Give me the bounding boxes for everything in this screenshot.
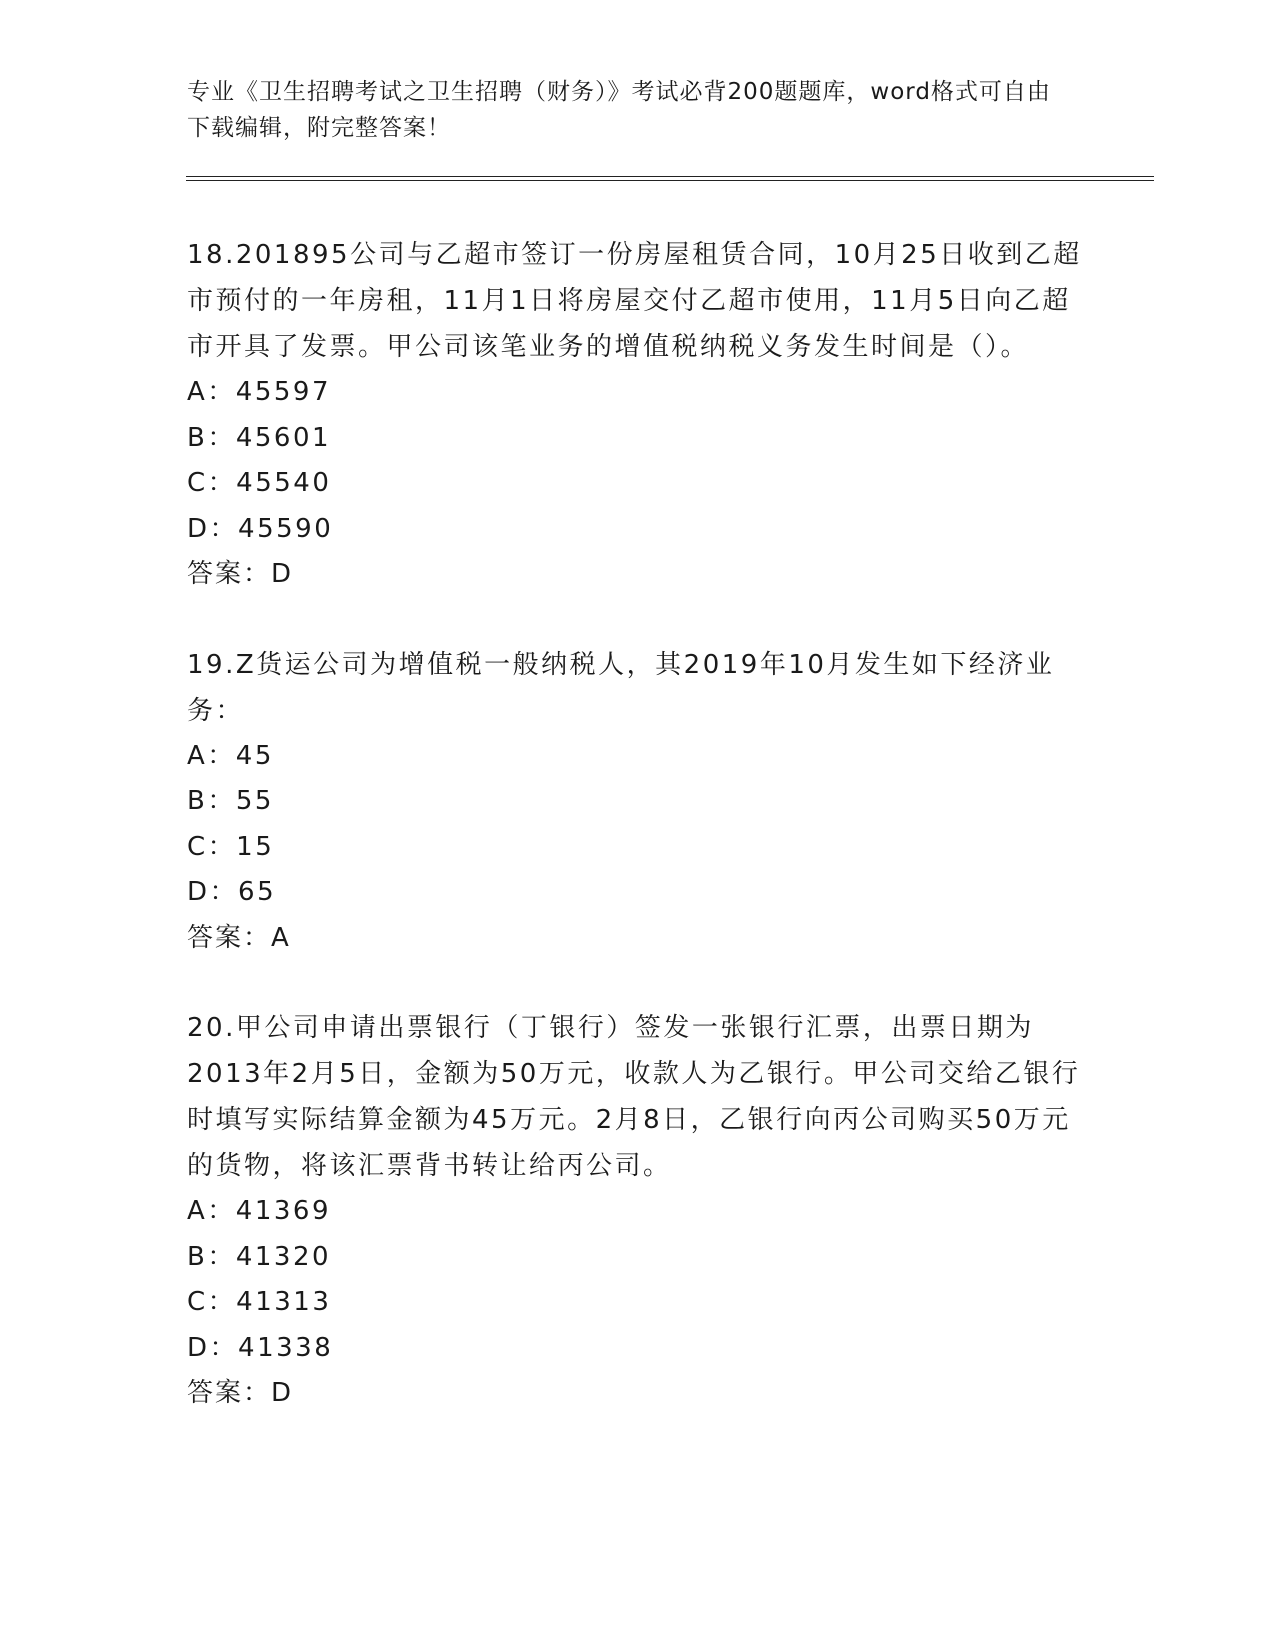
divider-line-bottom: [186, 180, 1154, 181]
option-c: C：15: [187, 831, 275, 862]
option-d: D：41338: [187, 1332, 334, 1363]
question-list: [187, 232, 1087, 1417]
document-header: [187, 74, 1067, 146]
question-item: [187, 232, 1087, 598]
question-item: [187, 642, 1087, 962]
header-divider: [186, 176, 1154, 181]
option-a: A：41369: [187, 1196, 331, 1226]
answer-line: 答案：A: [187, 922, 291, 953]
option-a: A：45597: [187, 377, 331, 407]
option-d: D：45590: [187, 513, 334, 544]
question-stem: 18.201895公司与乙超市签订一份房屋租赁合同，10月25日收到乙超市预付的一年房租，11月1日将房屋交付乙超市使用，11月5日向乙超市开具了发票。甲公司该笔业务的增值税纳税义务发生时间是（）。: [187, 240, 1082, 362]
option-d: D：65: [187, 877, 277, 907]
option-c: C：41313: [187, 1287, 332, 1317]
option-a: A：45: [187, 740, 274, 771]
answer-line: 答案：D: [187, 1378, 294, 1408]
question-spacer: [187, 598, 1087, 642]
question-spacer: [187, 961, 1087, 1005]
option-b: B：45601: [187, 422, 332, 453]
header-text: 专业《卫生招聘考试之卫生招聘（财务）》考试必背200题题库，word格式可自由下载编辑，附完整答案！: [187, 79, 1051, 141]
answer-line: 答案：D: [187, 559, 294, 589]
option-b: B：41320: [187, 1241, 332, 1272]
question-stem: 20.甲公司申请出票银行（丁银行）签发一张银行汇票，出票日期为2013年2月5日，金额为50万元，收款人为乙银行。甲公司交给乙银行时填写实际结算金额为45万元。2月8日，乙银行向丙公司购买50万元的货物，将该汇票背书转让给丙公司。: [187, 1013, 1081, 1181]
question-stem: 19.Z货运公司为增值税一般纳税人，其2019年10月发生如下经济业务：: [187, 649, 1055, 726]
question-item: [187, 1005, 1087, 1417]
option-b: B：55: [187, 786, 274, 816]
divider-line-top: [186, 176, 1154, 177]
option-c: C：45540: [187, 468, 332, 498]
